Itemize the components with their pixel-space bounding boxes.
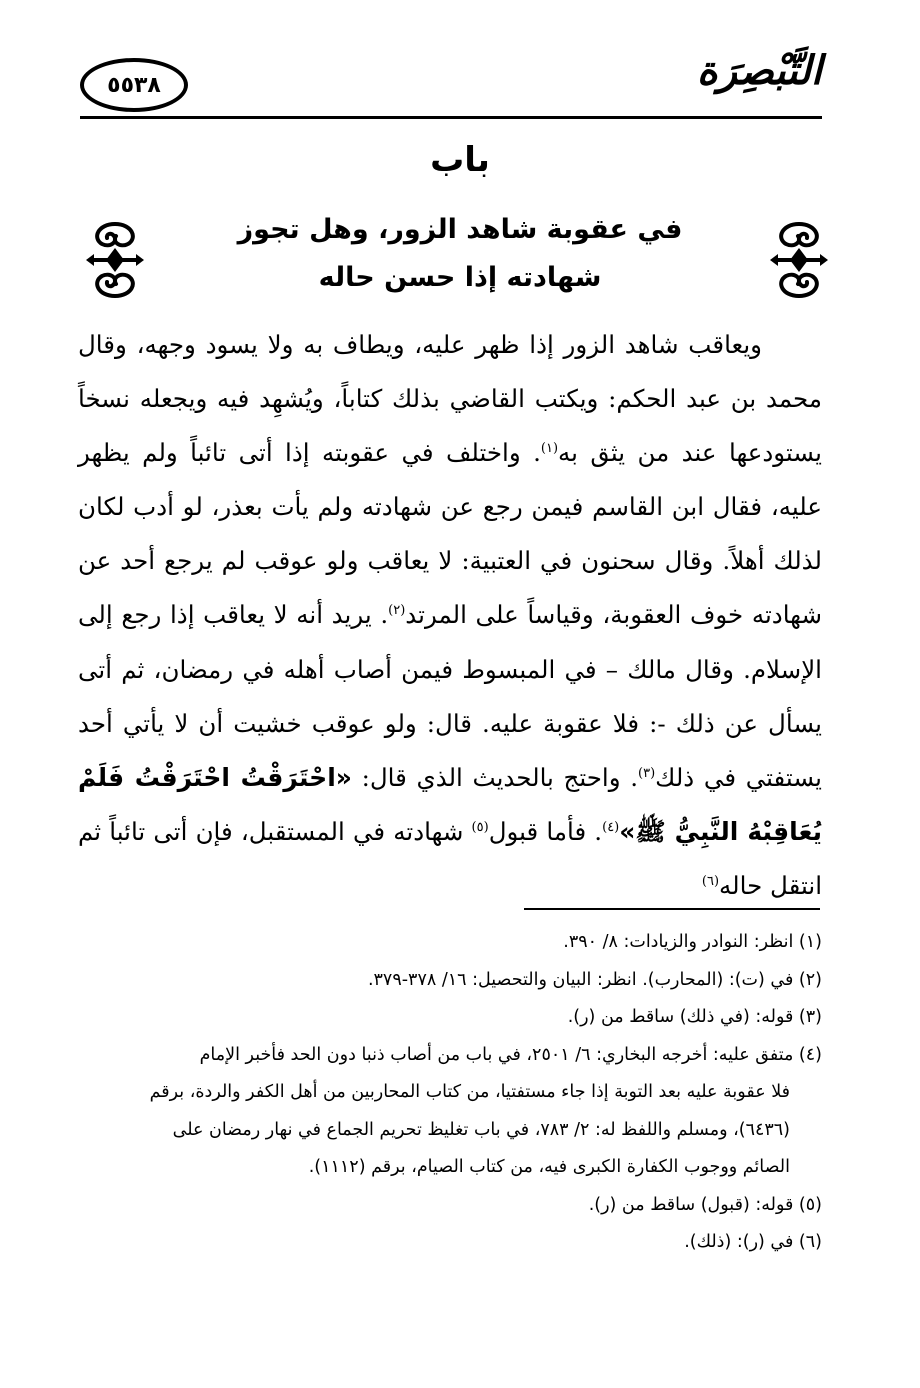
footnote-4-line-4: الصائم ووجوب الكفارة الكبرى فيه، من كتاب الصيام، برقم (١١١٢). bbox=[308, 1157, 790, 1177]
chapter-label: باب bbox=[430, 140, 490, 180]
body-segment: . فأما قبول bbox=[488, 816, 603, 846]
left-ornament-icon bbox=[84, 218, 146, 302]
header-rule bbox=[80, 116, 822, 119]
footnote-5: (٥) قوله: (قبول) ساقط من (ر). bbox=[588, 1194, 822, 1215]
body-segment: شهادته في المستقبل، فإن أتى تائباً ثم انتقل حاله bbox=[78, 816, 822, 900]
footnote-4-line-2: فلا عقوبة عليه بعد التوبة إذا جاء مستفتيا، من كتاب المحاربين من أهل الكفر والردة، برقم bbox=[149, 1082, 790, 1102]
footnote-4-line-3: (٦٤٣٦)، ومسلم واللفظ له: ٢/ ٧٨٣، في باب تغليظ تحريم الجماع في نهار رمضان على bbox=[172, 1119, 790, 1140]
body-paragraph bbox=[78, 318, 822, 913]
footnote-6: (٦) في (ر): (ذلك). bbox=[684, 1232, 822, 1252]
footnote-ref: (٦) bbox=[701, 873, 720, 889]
page-header bbox=[80, 50, 822, 122]
body-segment: . واختلف في عقوبته إذا أتى تائباً ولم يظهر عليه، فقال ابن القاسم فيمن رجع عن شهادته ولم يأت بعذر، لو أدب لكان لذلك أهلاً. وقال سحنون في العتبية: لا يعاقب ولو عوقب لم يرجع أحد عن شهادته خوف العقوبة، وقياساً على المرتد bbox=[78, 438, 822, 630]
body-segment: ويعاقب شاهد الزور إذا ظهر عليه، ويطاف به ولا يسود وجهه، وقال محمد بن عبد الحكم: ويكتب القاضي بذلك كتاباً، ويُشهِد فيه ويجعله نسخاً يستودعها عند من يثق به bbox=[78, 330, 822, 468]
hadith-quote: «احْتَرَقْتُ احْتَرَقْتُ فَلَمْ يُعَاقِبْهُ النَّبِيُّ ﷺ» bbox=[78, 762, 823, 846]
footnote-ref: (٥) bbox=[471, 819, 489, 835]
book-title-logo: التَّبْصِرَة bbox=[696, 48, 822, 94]
chapter-title-line-1: في عقوبة شاهد الزور، وهل تجوز bbox=[237, 214, 683, 245]
right-ornament-icon bbox=[768, 218, 830, 302]
footnote-ref: (٤) bbox=[602, 819, 620, 835]
footnote-1: (١) انظر: النوادر والزيادات: ٨/ ٣٩٠. bbox=[563, 932, 822, 952]
page-number: ٥٥٣٨ bbox=[80, 58, 188, 112]
body-segment: . يريد أنه لا يعاقب إذا رجع إلى الإسلام. وقال مالك – في المبسوط فيمن أصاب أهله في رمضان، ثم أتى يسأل عن ذلك -: فلا عقوبة عليه. قال: ولو عوقب خشيت أن لا يأتي أحد يستفتي في ذلك bbox=[78, 600, 822, 792]
chapter-title-line-2: شهادته إذا حسن حاله bbox=[318, 262, 602, 293]
footnote-ref: (٣) bbox=[638, 765, 656, 781]
footnote-ref: (٢) bbox=[388, 603, 406, 619]
footnote-separator bbox=[524, 908, 820, 910]
footnote-4-line-1: (٤) متفق عليه: أخرجه البخاري: ٦/ ٢٥٠١، في باب من أصاب ذنبا دون الحد فأخبر الإمام bbox=[199, 1044, 822, 1065]
footnote-ref: (١) bbox=[540, 441, 559, 457]
body-segment: . واحتج بالحديث الذي قال: bbox=[351, 762, 639, 792]
footnote-3: (٣) قوله: (في ذلك) ساقط من (ر). bbox=[567, 1007, 822, 1027]
footnotes bbox=[78, 924, 822, 1262]
body-text bbox=[78, 318, 822, 913]
footnote-2: (٢) في (ت): (المحارب). انظر: البيان والتحصيل: ١٦/ ٣٧٨-٣٧٩. bbox=[367, 969, 822, 990]
